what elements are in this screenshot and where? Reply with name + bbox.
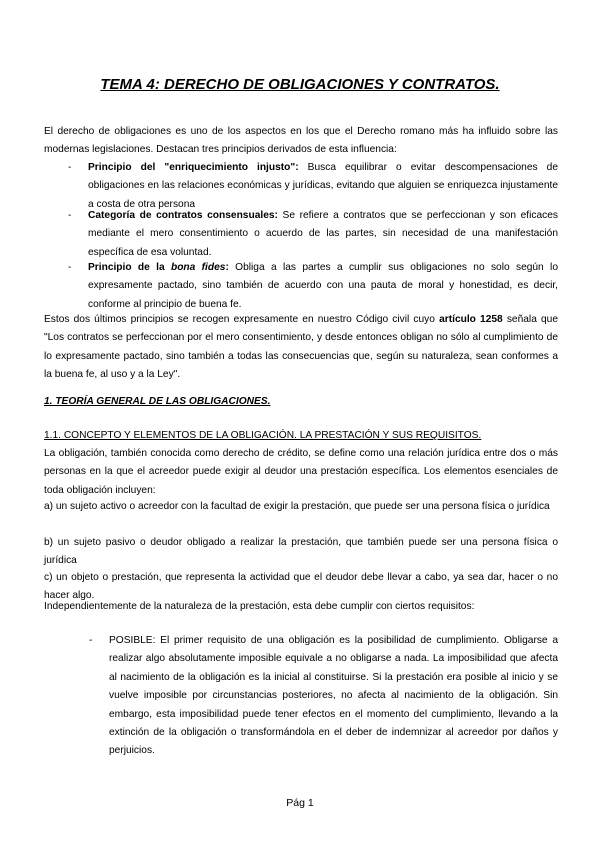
principle-text: Busca equilibrar o evitar descompensaciones de obligaciones en las relaciones económicas y jurídicas, evitando que alguien se enriquezca injustamente a costa de otra persona xyxy=(88,162,558,210)
bullet-dash: - xyxy=(89,635,93,646)
principle-label: Principio del "enriquecimiento injusto": xyxy=(88,162,299,173)
page-title: TEMA 4: DERECHO DE OBLIGACIONES Y CONTRATOS. xyxy=(100,76,500,93)
codigo-text-before: Estos dos últimos principios se recogen expresamente en nuestro Código civil cuyo xyxy=(44,314,440,325)
principle-label xyxy=(88,262,229,273)
concepto-paragraph: La obligación, también conocida como derecho de crédito, se define como una relación jurídica entre dos o más personas en la que el acreedor puede exigir al deudor una prestación específica. Los elementos esenciales de toda obligación incluyen: xyxy=(44,448,558,496)
element-c: c) un objeto o prestación, que representa la actividad que el deudor debe llevar a cabo, ya sea dar, hacer o no hacer algo. xyxy=(44,572,558,602)
section-heading-1: 1. TEORÍA GENERAL DE LAS OBLIGACIONES. xyxy=(44,396,271,407)
bullet-dash: - xyxy=(68,162,72,173)
requisito-posible xyxy=(89,632,558,761)
requisitos-intro: Independientemente de la naturaleza de la prestación, esta debe cumplir con ciertos requisitos: xyxy=(44,601,475,612)
element-b: b) un sujeto pasivo o deudor obligado a realizar la prestación, que también puede ser una persona física o jurídica xyxy=(44,537,558,567)
principle-label: Categoría de contratos consensuales: xyxy=(88,210,278,221)
codigo-article: artículo 1258 xyxy=(439,314,503,325)
page-number: Pág 1 xyxy=(286,797,314,809)
principle-text: Obliga a las partes a cumplir sus obligaciones no solo según lo expresamente pactado, sino también de acuerdo con una pauta de moral y honestidad, es decir, conforme al principio de buena fe. xyxy=(88,262,558,310)
element-a: a) un sujeto activo o acreedor con la facultad de exigir la prestación, que puede ser una persona física o jurídica xyxy=(44,501,550,512)
principle-label-italic: bona fides xyxy=(170,262,226,273)
codigo-text-after: señala que "Los contratos se perfeccionan por el mero consentimiento, y desde entonces obligan no sólo al cumplimiento de lo expresamente pactado, sino también a todas las consecuencias que, según su naturaleza, sean conformes a la buena fe, al uso y a la Ley". xyxy=(44,314,558,381)
requisito-posible-text: POSIBLE: El primer requisito de una obligación es la posibilidad de cumplimiento. Obligarse a realizar algo absolutamente imposible equivale a no obligarse a nada. La imposibilidad que afecta al nacimiento de la obligación es la inicial al constituirse. Si la prestación era posible al inicio y se vuelve imposible por circunstancias posteriores, no afecta al nacimiento de la obligación. Sin embargo, esta imposibilidad puede tener efectos en el momento del cumplimiento, llevando a la extinción de la obligación o transformándola en el deber de indemnizar al acreedor por daños y perjuicios. xyxy=(109,635,558,757)
section-heading-1-1: 1.1. CONCEPTO Y ELEMENTOS DE LA OBLIGACIÓN. LA PRESTACIÓN Y SUS REQUISITOS. xyxy=(44,430,482,441)
principle-item-3 xyxy=(68,259,558,314)
principle-label-suffix: : xyxy=(225,262,229,273)
codigo-paragraph xyxy=(44,311,558,385)
principle-label-prefix: Principio de la xyxy=(88,262,171,273)
intro-paragraph: El derecho de obligaciones es uno de los aspectos en los que el Derecho romano más ha influido sobre las modernas legislaciones. Destacan tres principios derivados de esta influencia: xyxy=(44,126,558,156)
bullet-dash: - xyxy=(68,210,72,221)
principle-item-2 xyxy=(68,207,558,262)
principle-item-1 xyxy=(68,159,558,214)
bullet-dash: - xyxy=(68,262,72,273)
principle-text: Se refiere a contratos que se perfeccionan y son eficaces mediante el mero consentimiento o acuerdo de las partes, sin necesidad de una manifestación específica de esa voluntad. xyxy=(88,210,558,258)
